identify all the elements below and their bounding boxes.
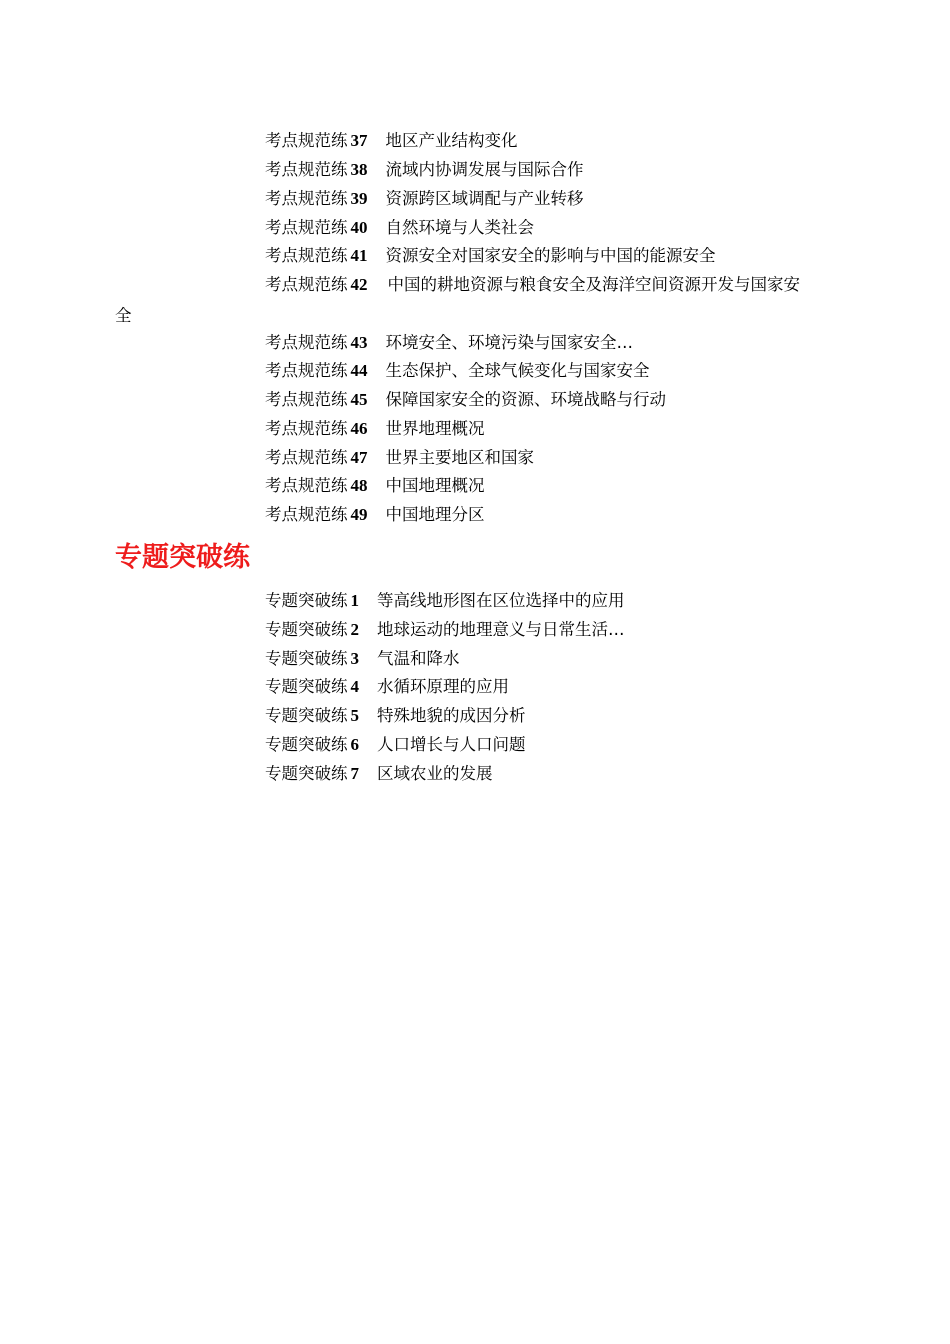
toc-entry-title: 等高线地形图在区位选择中的应用 (377, 591, 625, 610)
toc-entry-title: 地球运动的地理意义与日常生活… (377, 620, 625, 639)
toc-entry-kaodian-43[interactable] (265, 328, 633, 357)
toc-entry-number: 41 (350, 246, 368, 265)
toc-entry-title: 地区产业结构变化 (385, 131, 518, 150)
toc-entry-kaodian-41[interactable] (265, 241, 716, 270)
toc-entry-title: 环境安全、环境污染与国家安全… (385, 333, 633, 352)
toc-entry-title: 人口增长与人口问题 (377, 735, 526, 754)
toc-entry-number: 48 (350, 476, 368, 495)
toc-entry-number: 45 (350, 390, 368, 409)
toc-entry-title: 保障国家安全的资源、环境战略与行动 (385, 390, 666, 409)
toc-entry-title: 资源跨区域调配与产业转移 (385, 189, 584, 208)
toc-entry-prefix: 考点规范练 (265, 419, 348, 438)
toc-entry-prefix: 考点规范练 (265, 390, 348, 409)
toc-entry-prefix: 专题突破练 (265, 591, 348, 610)
toc-entry-title: 区域农业的发展 (377, 764, 493, 783)
toc-entry-zhuanti-1[interactable] (265, 586, 625, 615)
toc-entry-number: 37 (350, 131, 368, 150)
toc-entry-kaodian-42-wrap: 全 (115, 306, 132, 325)
toc-entry-number: 43 (350, 333, 368, 352)
toc-entry-number: 44 (350, 361, 368, 380)
toc-entry-title: 世界地理概况 (385, 419, 485, 438)
toc-entry-kaodian-48[interactable] (265, 471, 485, 500)
toc-entry-number: 6 (350, 735, 359, 754)
toc-entry-prefix: 考点规范练 (265, 476, 348, 495)
toc-entry-kaodian-42[interactable] (265, 270, 800, 299)
toc-entry-prefix: 考点规范练 (265, 246, 348, 265)
toc-entry-kaodian-37[interactable] (265, 126, 518, 155)
toc-entry-prefix: 考点规范练 (265, 275, 348, 294)
section-title-zhuanti: 专题突破练 (115, 542, 250, 573)
toc-entry-kaodian-47[interactable] (265, 443, 534, 472)
toc-entry-kaodian-38[interactable] (265, 155, 584, 184)
toc-entry-zhuanti-2[interactable] (265, 615, 625, 644)
toc-entry-prefix: 专题突破练 (265, 677, 348, 696)
toc-entry-title: 特殊地貌的成因分析 (377, 706, 526, 725)
toc-entry-number: 42 (350, 275, 368, 294)
toc-entry-number: 5 (350, 706, 359, 725)
toc-entry-kaodian-44[interactable] (265, 356, 650, 385)
toc-entry-title: 水循环原理的应用 (377, 677, 509, 696)
toc-entry-number: 39 (350, 189, 368, 208)
toc-entry-kaodian-49[interactable] (265, 500, 485, 529)
toc-entry-prefix: 专题突破练 (265, 620, 348, 639)
toc-entry-number: 47 (350, 448, 368, 467)
toc-entry-title: 气温和降水 (377, 649, 460, 668)
toc-entry-prefix: 专题突破练 (265, 764, 348, 783)
toc-entry-title: 资源安全对国家安全的影响与中国的能源安全 (385, 246, 716, 265)
toc-entry-prefix: 专题突破练 (265, 706, 348, 725)
toc-entry-prefix: 考点规范练 (265, 361, 348, 380)
toc-entry-title: 中国的耕地资源与粮食安全及海洋空间资源开发与国家安 (387, 275, 800, 294)
toc-entry-prefix: 考点规范练 (265, 448, 348, 467)
toc-entry-number: 4 (350, 677, 359, 696)
toc-entry-number: 46 (350, 419, 368, 438)
toc-entry-title: 流域内协调发展与国际合作 (385, 160, 584, 179)
toc-entry-kaodian-45[interactable] (265, 385, 666, 414)
toc-entry-prefix: 考点规范练 (265, 189, 348, 208)
toc-entry-zhuanti-4[interactable] (265, 672, 509, 701)
toc-entry-zhuanti-6[interactable] (265, 730, 526, 759)
toc-entry-number: 38 (350, 160, 368, 179)
toc-entry-zhuanti-7[interactable] (265, 759, 493, 788)
toc-entry-number: 1 (350, 591, 359, 610)
toc-entry-prefix: 考点规范练 (265, 131, 348, 150)
toc-entry-kaodian-39[interactable] (265, 184, 584, 213)
toc-entry-zhuanti-3[interactable] (265, 644, 460, 673)
toc-entry-prefix: 专题突破练 (265, 735, 348, 754)
toc-entry-number: 40 (350, 218, 368, 237)
toc-entry-kaodian-40[interactable] (265, 213, 534, 242)
toc-entry-number: 2 (350, 620, 359, 639)
toc-entry-prefix: 考点规范练 (265, 505, 348, 524)
toc-entry-prefix: 考点规范练 (265, 218, 348, 237)
toc-entry-title: 世界主要地区和国家 (385, 448, 534, 467)
toc-entry-kaodian-46[interactable] (265, 414, 485, 443)
toc-entry-number: 49 (350, 505, 368, 524)
toc-entry-number: 7 (350, 764, 359, 783)
toc-entry-title: 自然环境与人类社会 (385, 218, 534, 237)
toc-entry-prefix: 专题突破练 (265, 649, 348, 668)
toc-entry-title: 中国地理概况 (385, 476, 485, 495)
toc-entry-zhuanti-5[interactable] (265, 701, 526, 730)
toc-entry-title: 中国地理分区 (385, 505, 485, 524)
toc-entry-number: 3 (350, 649, 359, 668)
toc-entry-prefix: 考点规范练 (265, 333, 348, 352)
toc-entry-title: 生态保护、全球气候变化与国家安全 (385, 361, 650, 380)
toc-entry-prefix: 考点规范练 (265, 160, 348, 179)
